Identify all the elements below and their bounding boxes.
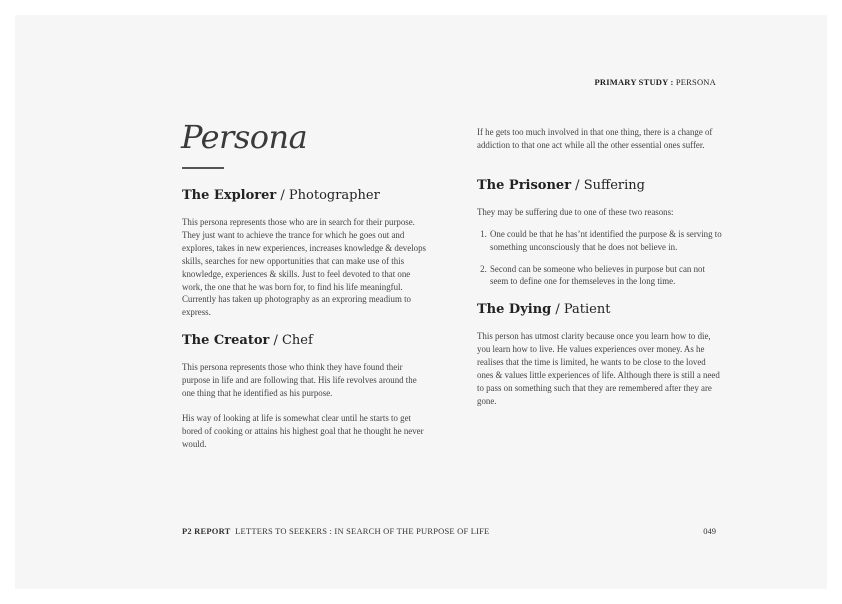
creator-role: / Chef (269, 333, 313, 349)
title-underline (182, 167, 224, 169)
explorer-heading (182, 188, 427, 203)
running-footer (182, 526, 489, 536)
right-column (477, 126, 722, 422)
running-header (594, 77, 716, 87)
list-item: 2. Second can be someone who believes in purpose but can not seem to define one for themseleves in the long time. (489, 263, 722, 289)
page-number: 049 (703, 526, 716, 536)
left-column (182, 188, 427, 465)
continued-text: If he gets too much involved in that one thing, there is a change of addiction to that one act while all the other essential ones suffer. (477, 127, 713, 150)
dying-section (477, 302, 722, 407)
list-item: 1. One could be that he has’nt identified the purpose & is serving to something unconsciously that he does not believe in. (489, 228, 722, 254)
footer-label-bold: P2 REPORT (182, 526, 231, 536)
dying-role: / Patient (551, 302, 611, 318)
prisoner-role: / Suffering (571, 177, 645, 193)
explorer-role: / Photographer (276, 188, 380, 203)
explorer-text: This persona represents those who are in search for their purpose. They just want to achieve the trance for which he goes out and explores, takes in new experiences, increases knowledge & develops skills, searches for new opportunities that can make use of this knowledge, experiences & skills. Just to feel devoted to that one work, the one that he was born for, to find his life meaningful. Currently has taken up photography as an exproring meadium to express. (182, 217, 426, 318)
footer-label-rest: LETTERS TO SEEKERS : IN SEARCH OF THE PURPOSE OF LIFE (230, 526, 490, 536)
creator-text-1: This persona represents those who think they have found their purpose in life and are following that. His life revolves around the one thing that he identified as his purpose. (182, 362, 417, 399)
prisoner-name: The Prisoner (477, 177, 572, 193)
dying-text: This person has utmost clarity because once you learn how to die, you learn how to live. He values experiences over money. As he realises that the time is limited, he wants to be close to the loved ones & values little experiences of life. Although there is still a need to pass on something such that they are remembered after they are gone. (477, 331, 720, 406)
page-title: Persona (181, 118, 308, 156)
creator-text-2: His way of looking at life is somewhat clear until he starts to get bored of cooking or attains his highest goal that he thought he never would. (182, 412, 424, 449)
creator-name: The Creator (182, 333, 270, 349)
explorer-name: The Explorer (182, 188, 277, 203)
prisoner-heading (477, 178, 722, 193)
prisoner-reasons (477, 228, 722, 289)
dying-heading (477, 302, 722, 317)
header-label-bold: PRIMARY STUDY : (594, 77, 674, 87)
prisoner-intro: They may be suffering due to one of these two reasons: (477, 206, 674, 217)
prisoner-section (477, 178, 722, 289)
explorer-section (182, 188, 427, 319)
creator-heading (182, 333, 427, 348)
creator-section (182, 333, 427, 450)
dying-name: The Dying (477, 302, 552, 318)
header-label-rest: PERSONA (673, 77, 716, 87)
